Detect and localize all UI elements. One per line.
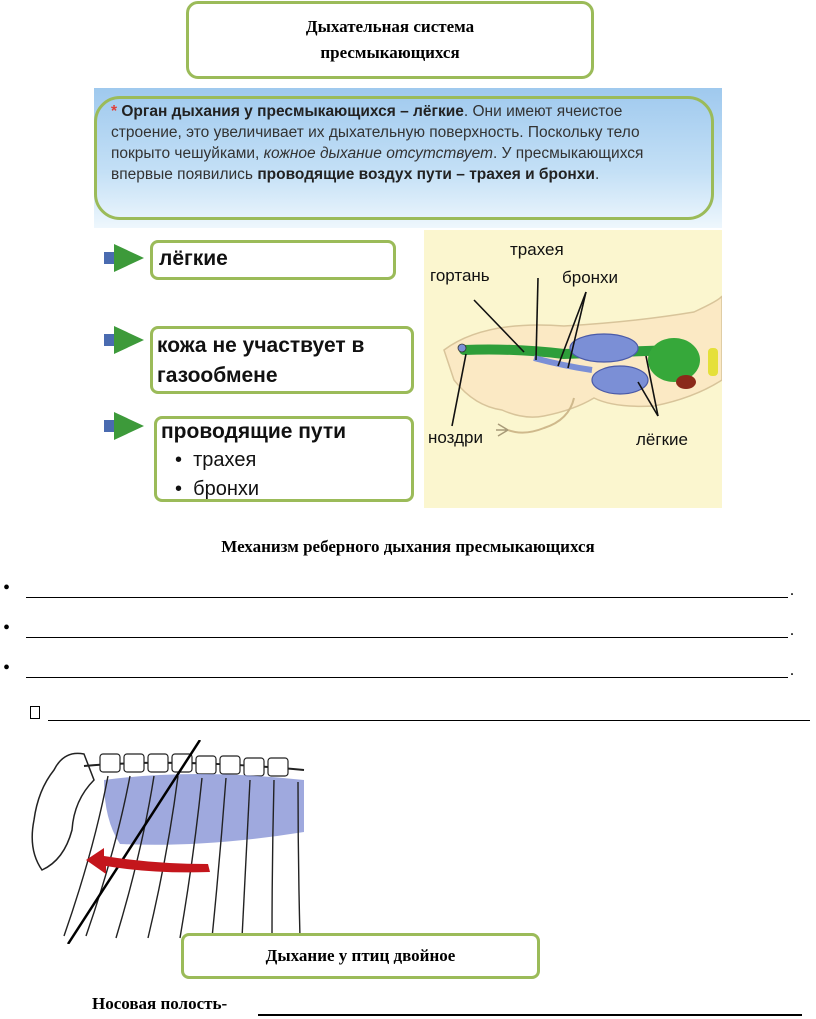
bullet-skin: кожа не участвует в газообмене — [150, 326, 414, 394]
respiratory-diagram — [424, 230, 722, 508]
bullet-dot: • — [3, 577, 11, 599]
bullet-dot: • — [3, 617, 11, 639]
star-marker: * — [111, 103, 118, 120]
label-nostrils: ноздри — [428, 428, 483, 447]
answer-line: • . — [3, 657, 794, 679]
info-bold-1: Орган дыхания у пресмыкающихся – лёгкие — [121, 103, 464, 120]
arrow-icon — [102, 408, 146, 444]
label-lungs: лёгкие — [636, 430, 688, 449]
nasal-cavity-label: Носовая полость- — [92, 994, 228, 1013]
label-larynx: гортань — [430, 266, 490, 285]
info-box — [94, 96, 714, 220]
info-text-3: . — [594, 166, 600, 183]
info-italic-1: кожное дыхание отсутствует — [263, 145, 493, 162]
list-item: • трахея — [175, 449, 257, 471]
answer-line — [48, 720, 810, 721]
label-trachea: трахея — [510, 240, 564, 259]
checkbox-glyph — [30, 706, 40, 719]
answer-line: • . — [3, 617, 794, 639]
answer-line — [258, 1014, 802, 1016]
answer-line: • . — [3, 577, 794, 599]
ribcage-illustration — [24, 740, 314, 944]
title-line-1: Дыхательная система — [305, 17, 475, 36]
list-item: • бронхи — [175, 478, 260, 500]
title-line-2: пресмыкающихся — [320, 43, 460, 62]
airways-list — [175, 447, 407, 502]
slide-image — [94, 88, 722, 508]
bird-breathing-title: Дыхание у птиц двойное — [181, 933, 540, 979]
bullet-dot: • — [3, 657, 11, 679]
info-text-1: . Они имеют ячеистое строение, это увеличивает их дыхательную поверхность. Поскольку тело покрыто чешуйками, — [111, 103, 640, 162]
bullet-airways: проводящие пути • трахея • бронхи — [154, 416, 414, 502]
label-bronchi: бронхи — [562, 268, 619, 287]
arrow-icon — [102, 240, 146, 276]
info-bold-2: проводящие воздух пути – трахея и бронхи — [257, 166, 595, 183]
bullet-lungs: лёгкие — [150, 240, 396, 280]
title-box — [186, 1, 594, 79]
arrow-icon — [102, 322, 146, 358]
info-text-2: . У пресмыкающихся впервые появились — [111, 145, 644, 183]
mechanism-title: Механизм реберного дыхания пресмыкающихся — [221, 537, 595, 556]
